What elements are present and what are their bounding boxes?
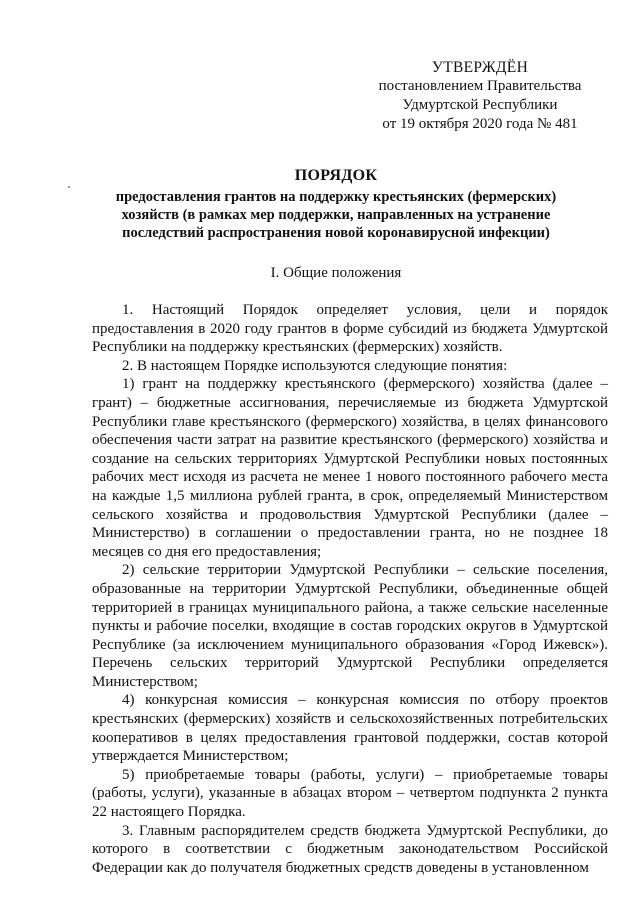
paragraph: 4) конкурсная комиссия – конкурсная комиссия по отбору проектов крестьянских (фермерских) хозяйств и сельскохозяйственных потребительских кооперативов в целях предоставления грантовой поддержки, состав которой утверждается Министерством; bbox=[92, 692, 608, 765]
section-heading: I. Общие положения bbox=[270, 265, 402, 281]
approval-stamp: УТВЕРЖДЁН bbox=[431, 59, 529, 76]
paragraph: 3. Главным распорядителем средств бюджета Удмуртской Республики, до которого в соответствии с бюджетным законодательством Российской Федерации как до получателя бюджетных средств доведены в установленном bbox=[92, 822, 608, 876]
paragraph: 1. Настоящий Порядок определяет условия, цели и порядок предоставления в 2020 году грантов в форме субсидий из бюджета Удмуртской Республики на поддержку крестьянских (фермерских) хозяйств. bbox=[92, 302, 608, 356]
paragraph: 1) грант на поддержку крестьянского (фермерского) хозяйства (далее – грант) – бюджетные ассигнования, перечисляемые из бюджета Удмуртской Республики главе крестьянского (фермерского) хозяйства, в целях финансового обеспечения части затрат на развитие крестьянского (фермерского) хозяйства и создание на сельских территориях Удмуртской Республики новых постоянных рабочих мест исходя из расчета не менее 1 нового постоянного рабочего места на каждые 1,5 миллиона рублей гранта, в срок, определяемый Министерством сельского хозяйства и продовольствия Удмуртской Республики (далее – Министерство) в соглашении о предоставлении гранта, но не позднее 18 месяцев со дня его предоставления; bbox=[92, 376, 608, 560]
document-subtitle-line-2: хозяйств (в рамках мер поддержки, направленных на устранение bbox=[121, 207, 551, 223]
document-subtitle-line-1: предоставления грантов на поддержку крестьянских (фермерских) bbox=[115, 189, 557, 205]
paragraph: 5) приобретаемые товары (работы, услуги) – приобретаемые товары (работы, услуги), указанные в абзацах втором – четвертом подпункта 2 пункта 22 настоящего Порядка. bbox=[92, 766, 608, 821]
paragraph: 2) сельские территории Удмуртской Республики – сельские поселения, образованные на территории Удмуртской Республики, объединенные общей территорией в границах муниципального района, а также сельские населенные пункты и рабочие поселки, входящие в состав городских округов в Удмуртской Республике (за исключением муниципального образования «Город Ижевск»). Перечень сельских территорий Удмуртской Республики определяется Министерством; bbox=[92, 562, 608, 690]
document-body bbox=[92, 301, 608, 877]
approval-line-1: постановлением Правительства bbox=[378, 78, 582, 94]
document-title: ПОРЯДОК bbox=[294, 167, 378, 184]
document-title-block bbox=[62, 166, 610, 242]
approval-line-3: от 19 октября 2020 года № 481 bbox=[382, 116, 578, 132]
approval-block bbox=[350, 58, 610, 134]
document-subtitle-line-3: последствий распространения новой коронавирусной инфекции) bbox=[122, 225, 550, 241]
approval-line-2: Удмуртской Республики bbox=[402, 97, 558, 113]
document-subtitle bbox=[62, 188, 610, 242]
paragraph: 2. В настоящем Порядке используются следующие понятия: bbox=[122, 357, 508, 374]
